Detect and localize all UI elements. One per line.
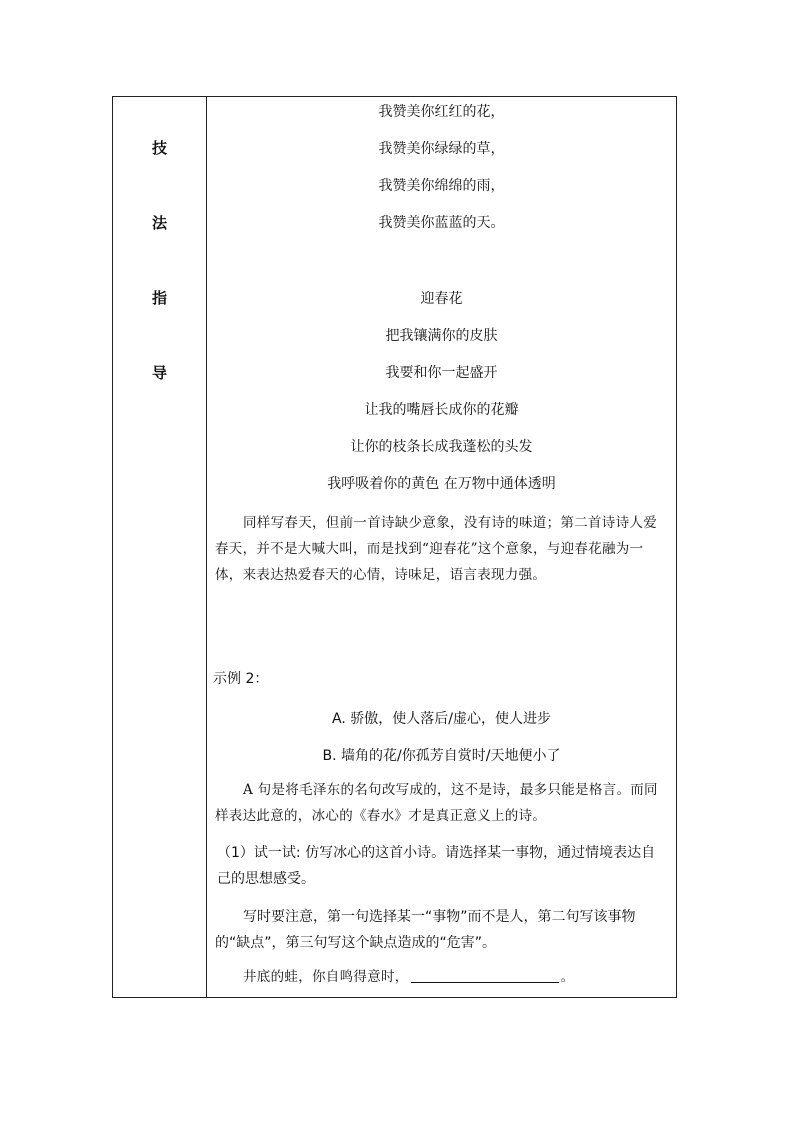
poem2-title: 迎春花 — [420, 291, 463, 307]
section-label-char: 法 — [151, 214, 167, 232]
poem2-line: 我要和你一起盛开 — [385, 365, 498, 381]
example-label: 示例 2： — [213, 671, 269, 687]
answer-blank[interactable] — [411, 968, 559, 983]
section-label-char: 指 — [151, 289, 167, 307]
guidance-table — [112, 96, 677, 998]
section-label-column — [113, 97, 206, 997]
example-analysis: A 句是将毛泽东的名句改写成的，这不是诗，最多只能是格言。而同样表达此意的，冰心的《春水》才是真正意义上的诗。 — [215, 782, 658, 824]
exercise-note: 写时要注意，第一句选择某一“事物”而不是人，第二句写该事物的“缺点”，第三句写这个缺点造成的“危害”。 — [215, 909, 636, 951]
example-option-a: A. 骄傲，使人落后/虚心，使人进步 — [332, 711, 551, 727]
poem1-line: 我赞美你绵绵的雨， — [378, 178, 505, 194]
poem2-line: 我呼吸着你的黄色 在万物中通体透明 — [327, 476, 556, 492]
section-label-char: 导 — [151, 364, 167, 382]
poem1-line: 我赞美你蓝蓝的天。 — [378, 215, 505, 231]
fill-in-line — [215, 964, 668, 990]
poem2-line: 让我的嘴唇长成你的花瓣 — [364, 402, 519, 418]
poem2-line: 把我镶满你的皮肤 — [385, 328, 498, 344]
analysis-paragraph: 同样写春天，但前一首诗缺少意象，没有诗的味道；第二首诗诗人爱春天，并不是大喊大叫，而是找到“迎春花”这个意象，与迎春花融为一体，来表达热爱春天的心情，诗味足，语言表现力强。 — [215, 515, 657, 583]
poem1-line: 我赞美你红红的花， — [378, 104, 505, 120]
section-label-char: 技 — [151, 139, 167, 157]
exercise-prompt: （1）试一试: 仿写冰心的这首小诗。请选择某一事物，通过情境表达自己的思想感受。 — [217, 845, 656, 887]
fill-in-prefix: 井底的蛙，你自鸣得意时， — [243, 969, 409, 985]
content-cell — [207, 97, 676, 997]
fill-in-suffix: 。 — [560, 969, 575, 985]
poem2-line: 让你的枝条长成我蓬松的头发 — [350, 439, 533, 455]
example-option-b: B. 墙角的花/你孤芳自赏时/天地便小了 — [322, 748, 561, 764]
poem1-line: 我赞美你绿绿的草， — [378, 141, 505, 157]
